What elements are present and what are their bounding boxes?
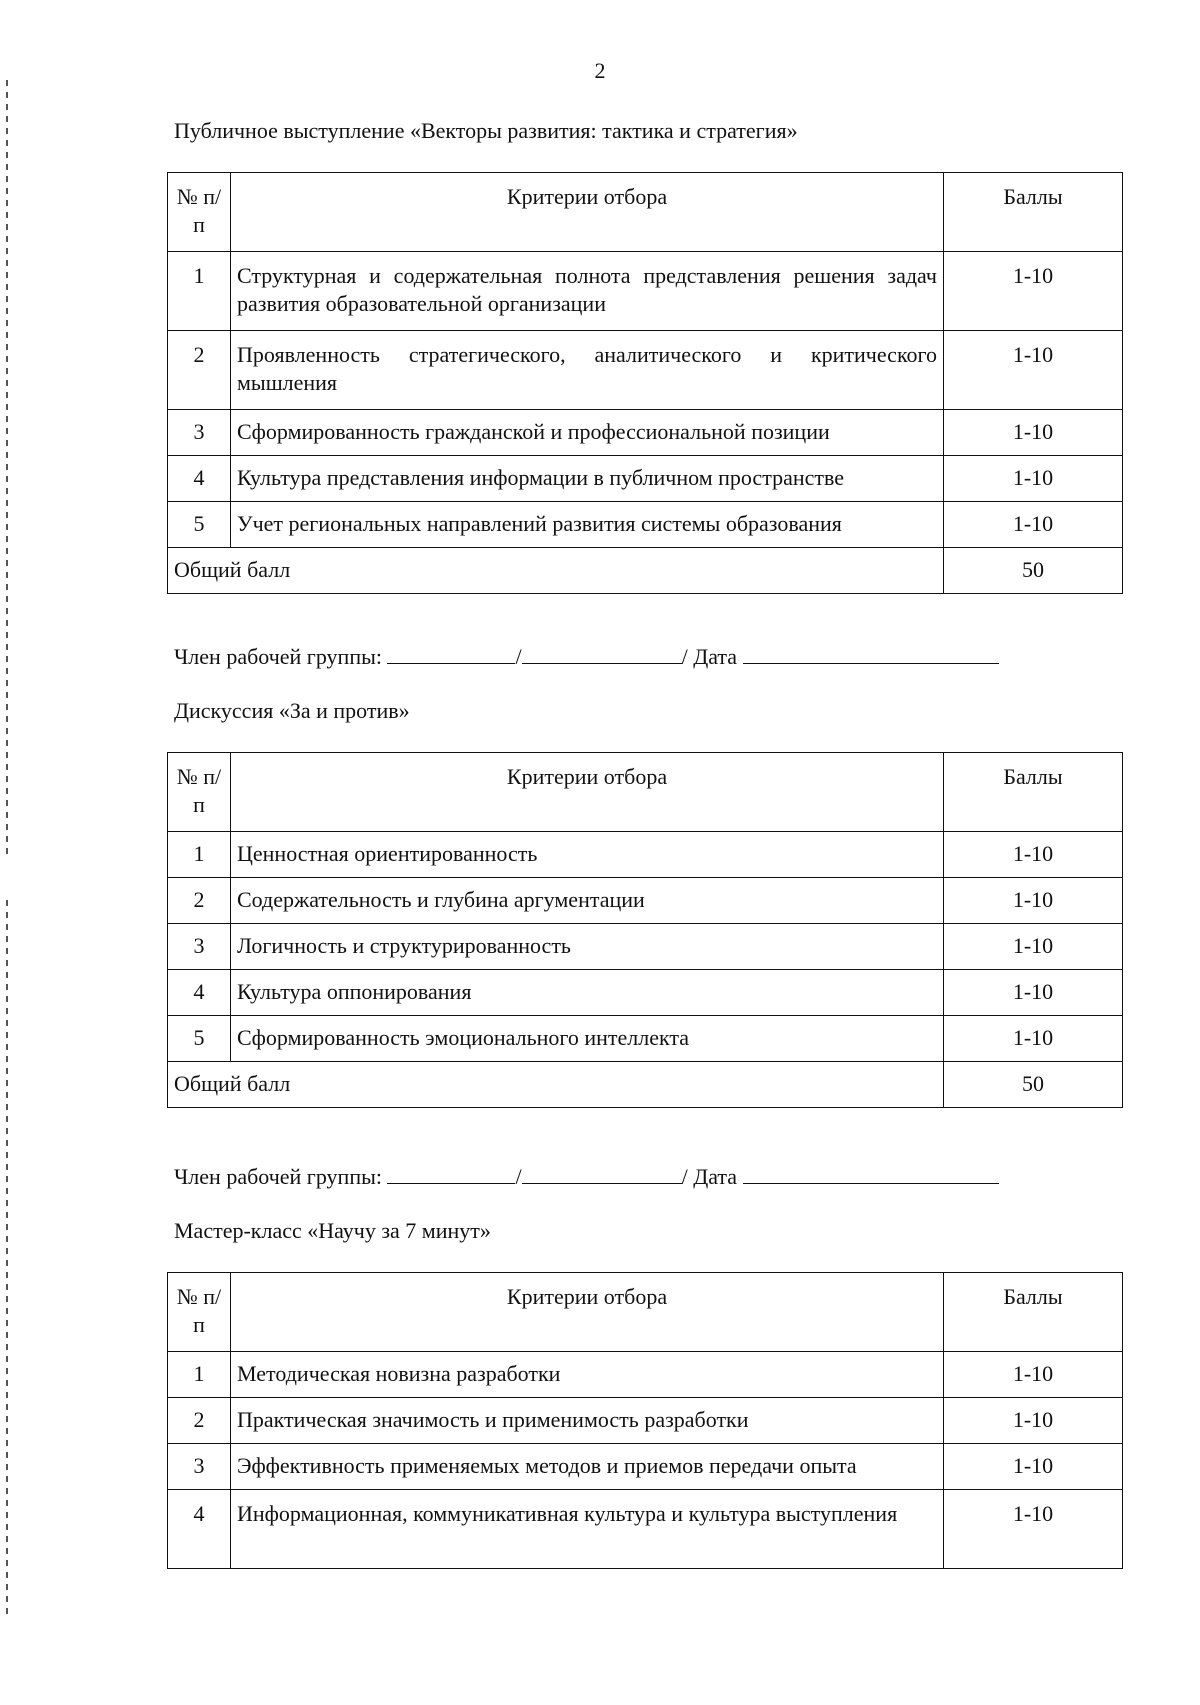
row-num: 3 — [168, 410, 231, 456]
row-num: 3 — [168, 924, 231, 970]
scan-margin-mark — [6, 80, 8, 860]
row-criterion: Содержательность и глубина аргументации — [231, 878, 944, 924]
header-criteria: Критерии отбора — [231, 1273, 944, 1352]
row-score: 1-10 — [944, 924, 1123, 970]
member-label: Член рабочей группы: — [174, 1164, 382, 1189]
row-num: 2 — [168, 1398, 231, 1444]
table-row — [168, 1398, 1123, 1444]
row-score: 1-10 — [944, 1490, 1123, 1569]
row-num: 2 — [168, 331, 231, 410]
row-criterion: Логичность и структурированность — [231, 924, 944, 970]
total-label: Общий балл — [168, 548, 944, 594]
header-score: Баллы — [944, 1273, 1123, 1352]
header-criteria: Критерии отбора — [231, 753, 944, 832]
section-title-discussion: Дискуссия «За и против» — [174, 698, 410, 723]
signature-line — [174, 1163, 999, 1190]
total-value: 50 — [944, 548, 1123, 594]
row-criterion: Проявленность стратегического, аналитического и критического мышления — [231, 331, 944, 410]
criteria-table-public-speech — [167, 172, 1123, 594]
header-score: Баллы — [944, 753, 1123, 832]
table-row — [168, 970, 1123, 1016]
total-label: Общий балл — [168, 1062, 944, 1108]
row-score: 1-10 — [944, 1352, 1123, 1398]
row-num: 5 — [168, 502, 231, 548]
section-title-public-speech: Публичное выступление «Векторы развития: тактика и стратегия» — [174, 118, 798, 143]
slash-separator: / — [515, 1164, 522, 1189]
total-value: 50 — [944, 1062, 1123, 1108]
row-score: 1-10 — [944, 832, 1123, 878]
table-row — [168, 832, 1123, 878]
row-num: 5 — [168, 1016, 231, 1062]
table-row — [168, 1490, 1123, 1569]
row-criterion: Структурная и содержательная полнота представления решения задач развития образовательной организации — [231, 252, 944, 331]
date-blank[interactable] — [743, 1163, 999, 1184]
table-row — [168, 252, 1123, 331]
section-title-master-class: Мастер-класс «Научу за 7 минут» — [174, 1218, 491, 1243]
row-score: 1-10 — [944, 1444, 1123, 1490]
row-criterion: Сформированность эмоционального интеллекта — [231, 1016, 944, 1062]
table-row — [168, 1016, 1123, 1062]
row-criterion: Ценностная ориентированность — [231, 832, 944, 878]
criteria-table-master-class — [167, 1272, 1123, 1569]
row-criterion: Методическая новизна разработки — [231, 1352, 944, 1398]
date-label: / Дата — [681, 1164, 738, 1189]
table-row — [168, 924, 1123, 970]
name-blank[interactable] — [387, 1163, 515, 1184]
header-num: № п/п — [168, 753, 231, 832]
page-number: 2 — [594, 58, 606, 83]
signature-line — [174, 643, 999, 670]
table-row — [168, 502, 1123, 548]
row-num: 1 — [168, 832, 231, 878]
row-criterion: Эффективность применяемых методов и приемов передачи опыта — [231, 1444, 944, 1490]
row-score: 1-10 — [944, 1016, 1123, 1062]
row-score: 1-10 — [944, 410, 1123, 456]
table-row — [168, 1444, 1123, 1490]
header-num: № п/п — [168, 173, 231, 252]
row-criterion: Культура представления информации в публичном пространстве — [231, 456, 944, 502]
table-header-row — [168, 753, 1123, 832]
row-num: 1 — [168, 1352, 231, 1398]
row-score: 1-10 — [944, 970, 1123, 1016]
table-row — [168, 1352, 1123, 1398]
date-blank[interactable] — [743, 643, 999, 664]
table-header-row — [168, 1273, 1123, 1352]
header-score: Баллы — [944, 173, 1123, 252]
row-num: 3 — [168, 1444, 231, 1490]
row-num: 4 — [168, 1490, 231, 1569]
table-total-row — [168, 548, 1123, 594]
row-score: 1-10 — [944, 502, 1123, 548]
header-num: № п/п — [168, 1273, 231, 1352]
row-criterion: Сформированность гражданской и профессиональной позиции — [231, 410, 944, 456]
header-criteria: Критерии отбора — [231, 173, 944, 252]
table-row — [168, 878, 1123, 924]
date-label: / Дата — [681, 644, 738, 669]
row-num: 1 — [168, 252, 231, 331]
slash-separator: / — [515, 644, 522, 669]
row-criterion: Информационная, коммуникативная культура и культура выступления — [231, 1490, 944, 1569]
scan-margin-mark — [6, 900, 8, 1620]
row-score: 1-10 — [944, 252, 1123, 331]
row-criterion: Культура оппонирования — [231, 970, 944, 1016]
criteria-table-discussion — [167, 752, 1123, 1108]
table-row — [168, 456, 1123, 502]
table-total-row — [168, 1062, 1123, 1108]
row-score: 1-10 — [944, 331, 1123, 410]
row-criterion: Практическая значимость и применимость разработки — [231, 1398, 944, 1444]
table-row — [168, 410, 1123, 456]
row-num: 2 — [168, 878, 231, 924]
row-score: 1-10 — [944, 878, 1123, 924]
name-blank[interactable] — [387, 643, 515, 664]
table-header-row — [168, 173, 1123, 252]
row-score: 1-10 — [944, 1398, 1123, 1444]
row-num: 4 — [168, 970, 231, 1016]
signature-blank[interactable] — [522, 1163, 682, 1184]
row-criterion: Учет региональных направлений развития системы образования — [231, 502, 944, 548]
signature-blank[interactable] — [522, 643, 682, 664]
member-label: Член рабочей группы: — [174, 644, 382, 669]
row-num: 4 — [168, 456, 231, 502]
row-score: 1-10 — [944, 456, 1123, 502]
table-row — [168, 331, 1123, 410]
